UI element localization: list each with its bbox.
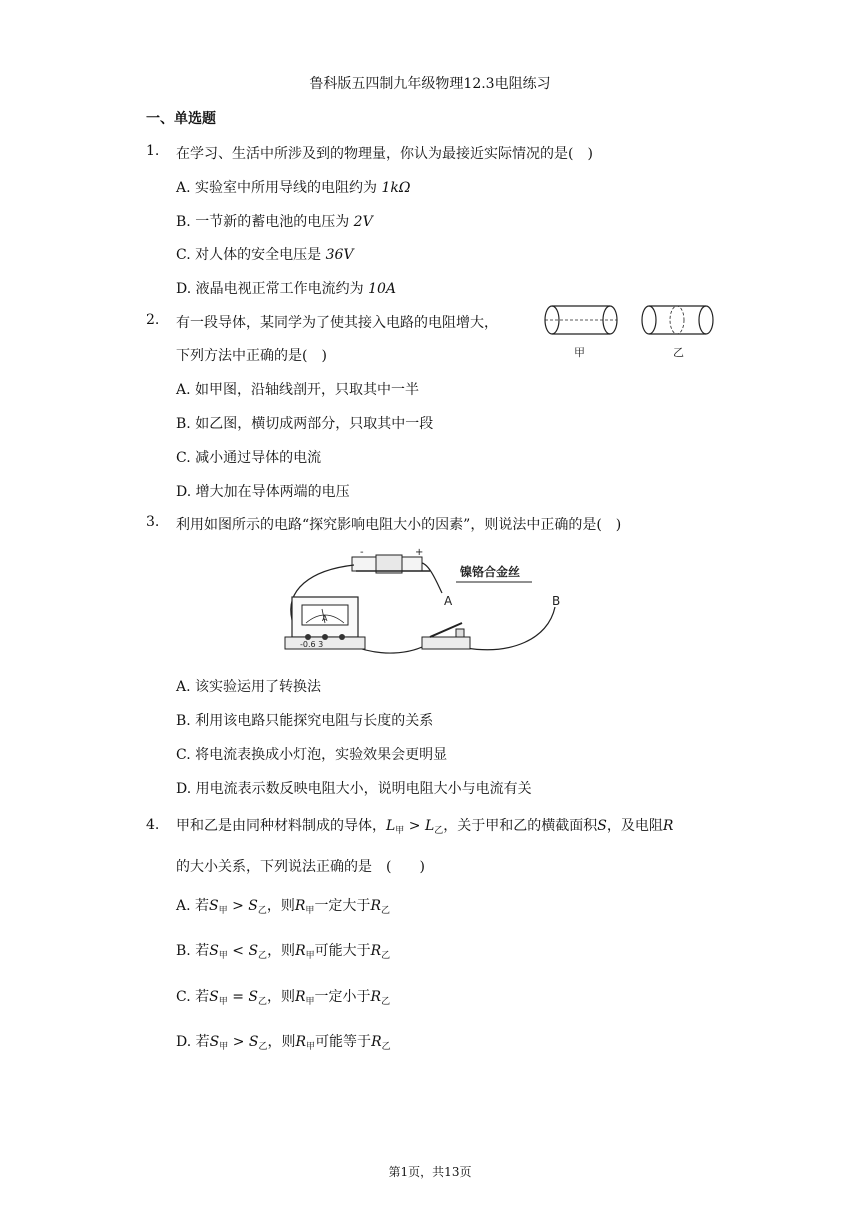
switch-icon [422,623,470,649]
circuit-point-a: A [444,594,453,608]
circuit-point-b: B [552,594,561,608]
page-title: 鲁科版五四制九年级物理12.3电阻练习 [309,76,551,92]
ammeter-icon [285,597,365,649]
question-2-number: 2. [146,312,160,328]
question-1-option-b: B. 一节新的蓄电池的电压为 2V [176,214,373,230]
question-1-option-c: C. 对人体的安全电压是 36V [176,247,354,263]
question-1-number: 1. [146,143,160,159]
wire-label: 镍铬合金丝 [460,565,521,579]
question-3-text: 利用如图所示的电路“探究影响电阻大小的因素”，则说法中正确的是( ) [176,517,622,533]
question-2-option-d: D. 增大加在导体两端的电压 [176,484,350,500]
question-3-option-c: C. 将电流表换成小灯泡，实验效果会更明显 [176,747,448,763]
battery-icon [352,547,430,573]
question-1-text: 在学习、生活中所涉及到的物理量，你认为最接近实际情况的是( ) [176,146,593,162]
question-4-text-line2: 的大小关系，下列说法正确的是 ( ) [176,859,425,875]
question-3-option-d: D. 用电流表示数反映电阻大小，说明电阻大小与电流有关 [176,781,532,797]
section-heading: 一、单选题 [146,111,216,127]
question-2-text-line1: 有一段导体，某同学为了使其接入电路的电阻增大， [176,315,498,331]
circuit-figure [270,545,590,663]
question-4-text-line1: 甲和乙是由同种材料制成的导体，$L_甲 > L_乙$，关于甲和乙的横截面积S，及电阻R [176,818,674,836]
question-2-option-c: C. 减小通过导体的电流 [176,450,322,466]
svg-text:-: - [360,547,364,558]
question-3-number: 3. [146,514,160,530]
svg-text:+: + [415,547,424,558]
cylinder-jia [545,306,617,334]
figure-label-yi: 乙 [673,346,684,359]
conductor-figure [540,300,720,362]
question-2-text-line2: 下列方法中正确的是( ) [176,348,327,364]
question-4-option-c: C. 若$S_甲 = S_乙$，则$R_甲$一定小于$R_乙$ [176,989,391,1007]
question-4-option-b: B. 若$S_甲 < S_乙$，则$R_甲$可能大于$R_乙$ [176,943,391,961]
question-3-option-a: A. 该实验运用了转换法 [176,679,322,695]
ammeter-scale: -0.6 3 [300,640,324,649]
question-1-option-a: A. 实验室中所用导线的电阻约为 1kΩ [176,180,411,196]
question-3-option-b: B. 利用该电路只能探究电阻与长度的关系 [176,713,434,729]
question-1-option-d: D. 液晶电视正常工作电流约为 10A [176,281,397,297]
question-4-option-a: A. 若$S_甲 > S_乙$，则$R_甲$一定大于$R_乙$ [176,898,390,916]
cylinder-yi [642,306,713,334]
figure-label-jia: 甲 [574,346,585,359]
question-2-option-b: B. 如乙图，横切成两部分，只取其中一段 [176,416,434,432]
question-2-option-a: A. 如甲图，沿轴线剖开，只取其中一半 [176,382,420,398]
page-footer: 第1页，共13页 [388,1165,472,1179]
ammeter-label: A [322,614,328,623]
question-4-option-d: D. 若$S_甲 > S_乙$，则$R_甲$可能等于$R_乙$ [176,1034,391,1052]
question-4-number: 4. [146,817,160,833]
